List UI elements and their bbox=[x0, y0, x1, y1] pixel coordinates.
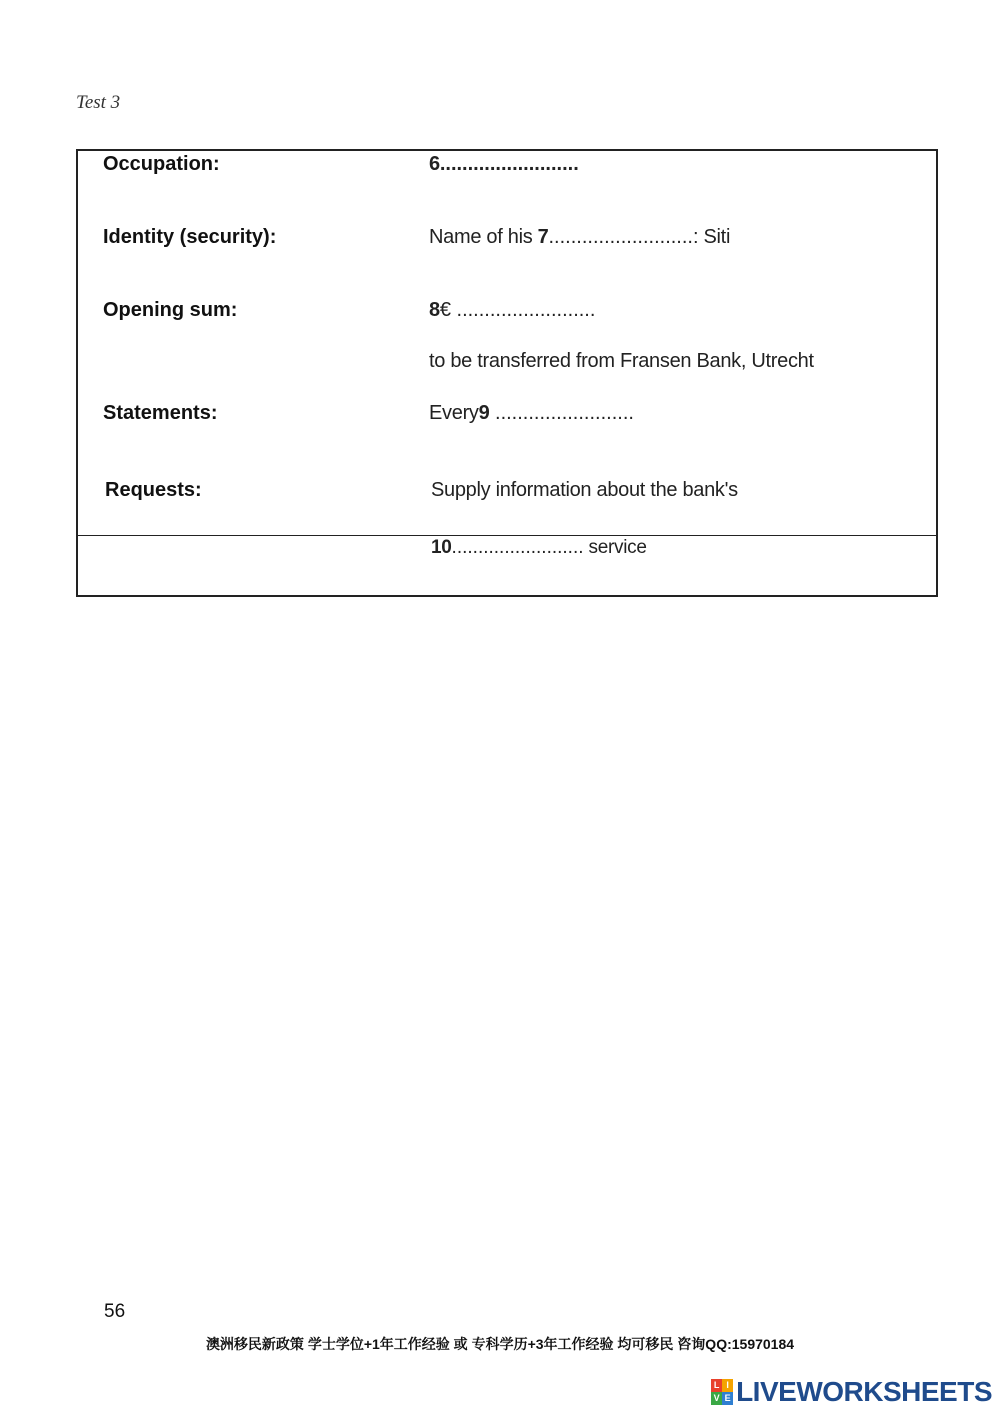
answer-blank[interactable]: ......................... bbox=[489, 402, 634, 424]
test-label: Test 3 bbox=[76, 92, 121, 113]
brand-name: LIVEWORKSHEETS bbox=[736, 1376, 992, 1407]
form-table bbox=[76, 149, 938, 597]
page-number: 56 bbox=[104, 1301, 126, 1322]
answer-blank[interactable]: .......................... bbox=[548, 226, 693, 248]
identity-prefix: Name of his bbox=[429, 226, 538, 248]
statements-prefix: Every bbox=[429, 402, 479, 424]
occupation-field[interactable] bbox=[429, 153, 579, 176]
question-number: 10 bbox=[431, 537, 452, 558]
brand-icon bbox=[711, 1379, 733, 1405]
opening-sum-field[interactable] bbox=[429, 299, 595, 322]
row-divider bbox=[78, 535, 936, 536]
question-number: 9 bbox=[478, 402, 490, 424]
requests-label: Requests: bbox=[105, 479, 202, 501]
question-number: 7 bbox=[537, 226, 549, 248]
brand-icon-letter: V bbox=[711, 1392, 722, 1405]
occupation-label: Occupation: bbox=[103, 153, 220, 175]
answer-blank[interactable]: ......................... bbox=[439, 153, 579, 175]
requests-text: Supply information about the bank's bbox=[431, 479, 738, 501]
identity-field[interactable] bbox=[429, 226, 730, 249]
footer-note: 澳洲移民新政策 学士学位+1年工作经验 或 专科学历+3年工作经验 均可移民 咨询QQ:15970184 bbox=[205, 1336, 795, 1352]
brand-icon-letter: E bbox=[722, 1392, 733, 1405]
brand-icon-letter: I bbox=[722, 1379, 733, 1392]
transfer-note: to be transferred from Fransen Bank, Utrecht bbox=[429, 350, 814, 372]
identity-suffix: : Siti bbox=[692, 226, 731, 248]
answer-blank[interactable]: ......................... bbox=[451, 537, 584, 558]
statements-field[interactable] bbox=[429, 402, 634, 425]
question-number: 6 bbox=[429, 153, 440, 175]
service-suffix: service bbox=[583, 537, 647, 558]
statements-label: Statements: bbox=[103, 402, 218, 424]
question-number: 8 bbox=[429, 299, 440, 321]
answer-blank[interactable]: € ......................... bbox=[439, 299, 596, 321]
liveworksheets-logo[interactable] bbox=[711, 1376, 992, 1408]
service-field[interactable] bbox=[431, 537, 647, 559]
brand-icon-letter: L bbox=[711, 1379, 722, 1392]
identity-label: Identity (security): bbox=[103, 226, 277, 248]
opening-sum-label: Opening sum: bbox=[103, 299, 238, 321]
